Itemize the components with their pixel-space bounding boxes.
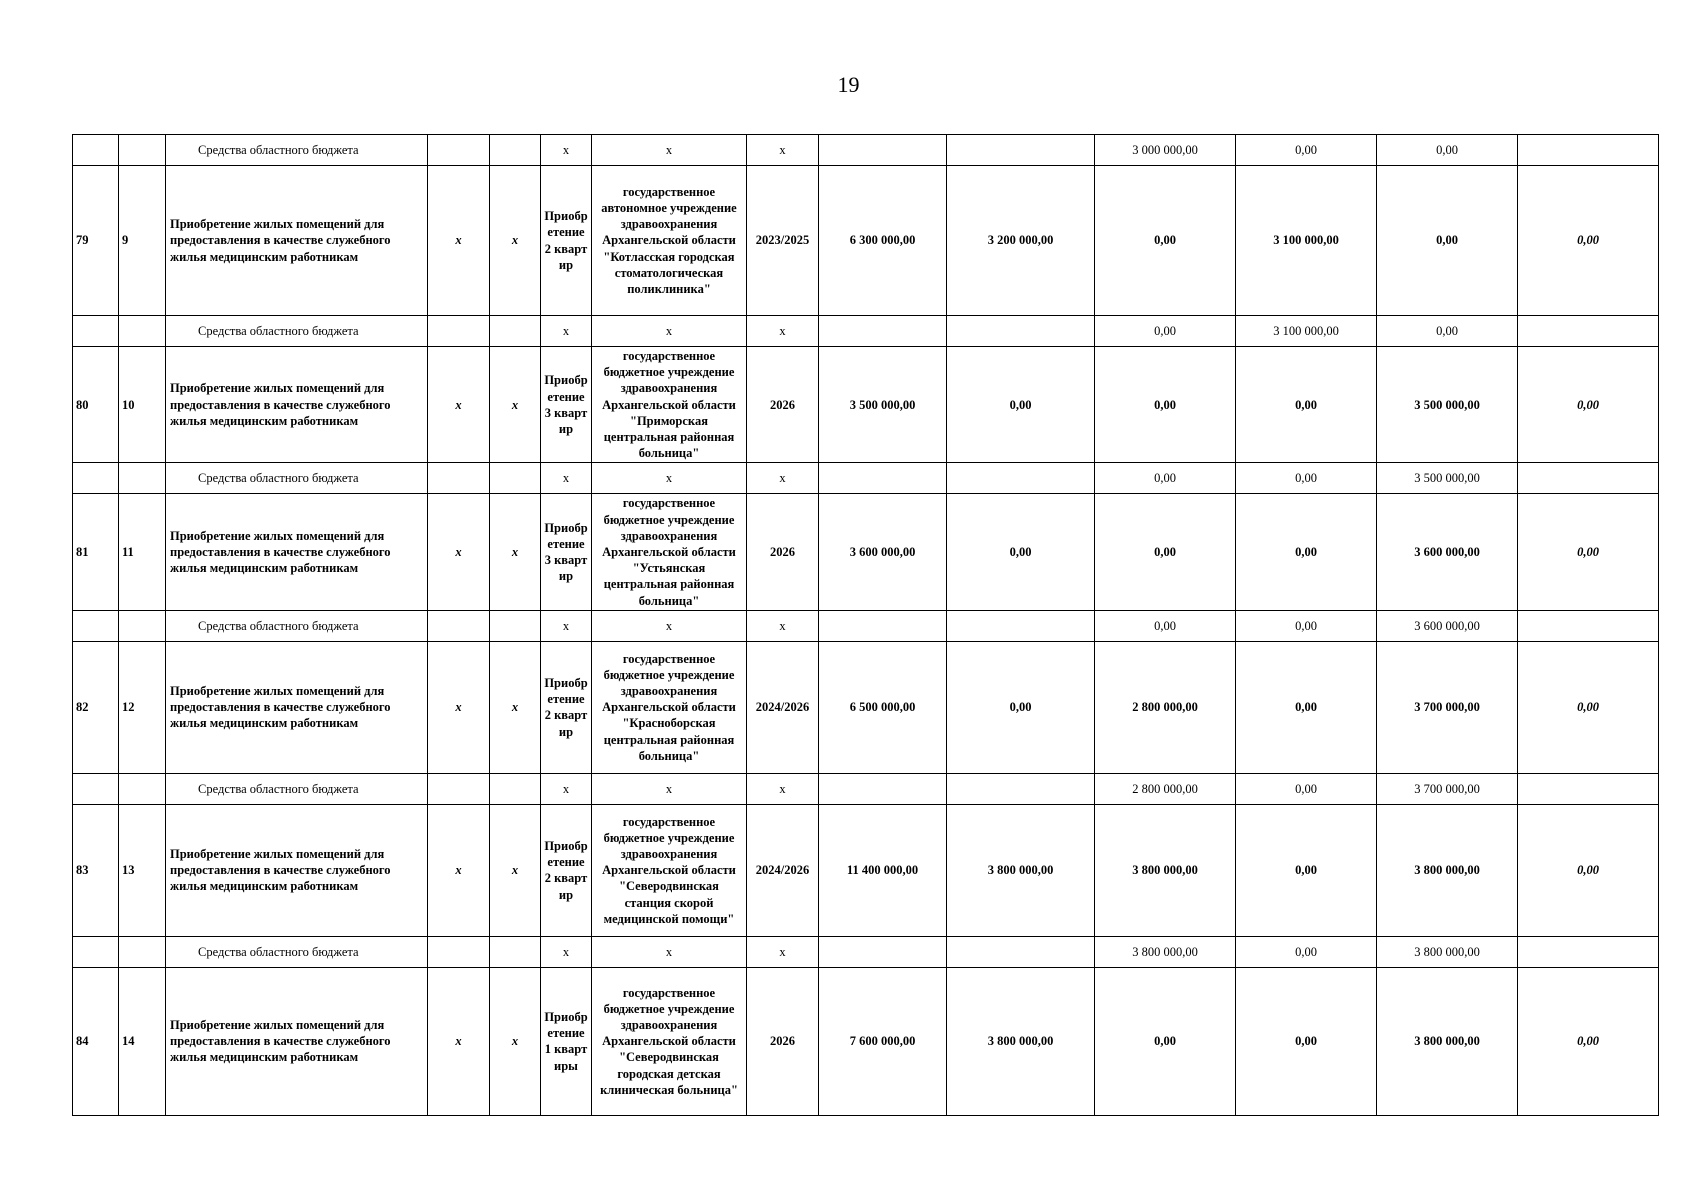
cell-number: 83 — [73, 804, 119, 936]
cell-object-name: Приобретение жилых помещений для предоставления в качестве служебного жилья медицинским работникам — [166, 166, 428, 316]
cell-x: х — [428, 494, 490, 610]
cell-sub-number — [119, 610, 166, 641]
cell-total — [819, 936, 947, 967]
cell-year-3: 0,00 — [1236, 347, 1377, 463]
cell-funding-source: Средства областного бюджета — [166, 773, 428, 804]
cell-sub-number: 12 — [119, 641, 166, 773]
cell-x: х — [490, 494, 541, 610]
cell-x: х — [541, 936, 592, 967]
cell-x: х — [490, 641, 541, 773]
cell-year-1: 3 200 000,00 — [947, 166, 1095, 316]
cell-year-5: 0,00 — [1518, 641, 1659, 773]
cell-method: Приобретение 2 квартир — [541, 804, 592, 936]
cell-funding-source: Средства областного бюджета — [166, 463, 428, 494]
cell-recipient: государственное автономное учреждение здравоохранения Архангельской области "Котласская городская стоматологическая поликлиника" — [592, 166, 747, 316]
cell-method: Приобретение 1 квартиры — [541, 967, 592, 1115]
cell-year-4: 0,00 — [1377, 135, 1518, 166]
cell-object-name: Приобретение жилых помещений для предоставления в качестве служебного жилья медицинским работникам — [166, 967, 428, 1115]
table-row — [73, 641, 1659, 773]
table-row-budget-source — [73, 316, 1659, 347]
cell-year-2: 0,00 — [1095, 347, 1236, 463]
cell-x: х — [541, 316, 592, 347]
cell-years: 2024/2026 — [747, 804, 819, 936]
cell-x: х — [428, 967, 490, 1115]
cell-year-3: 0,00 — [1236, 773, 1377, 804]
cell-year-2: 0,00 — [1095, 967, 1236, 1115]
cell-year-5 — [1518, 936, 1659, 967]
cell-sub-number — [119, 463, 166, 494]
cell-funding-source: Средства областного бюджета — [166, 135, 428, 166]
cell-year-2: 0,00 — [1095, 463, 1236, 494]
cell-year-5 — [1518, 463, 1659, 494]
cell-method: Приобретение 3 квартир — [541, 347, 592, 463]
cell-total — [819, 773, 947, 804]
cell-years: 2026 — [747, 967, 819, 1115]
cell-empty — [428, 316, 490, 347]
cell-year-3: 0,00 — [1236, 936, 1377, 967]
table-row — [73, 347, 1659, 463]
cell-recipient: государственное бюджетное учреждение здравоохранения Архангельской области "Северодвинская станция скорой медицинской помощи" — [592, 804, 747, 936]
cell-year-5 — [1518, 773, 1659, 804]
cell-total: 6 300 000,00 — [819, 166, 947, 316]
cell-x: х — [747, 135, 819, 166]
table-body — [73, 135, 1659, 1116]
cell-number: 81 — [73, 494, 119, 610]
cell-year-5 — [1518, 135, 1659, 166]
cell-empty — [490, 135, 541, 166]
cell-year-4: 3 500 000,00 — [1377, 347, 1518, 463]
cell-year-4: 3 500 000,00 — [1377, 463, 1518, 494]
table-row — [73, 804, 1659, 936]
cell-empty — [428, 135, 490, 166]
cell-year-1: 3 800 000,00 — [947, 804, 1095, 936]
cell-total — [819, 610, 947, 641]
cell-object-name: Приобретение жилых помещений для предоставления в качестве служебного жилья медицинским работникам — [166, 347, 428, 463]
cell-year-1 — [947, 135, 1095, 166]
cell-year-3: 0,00 — [1236, 804, 1377, 936]
cell-x: х — [747, 316, 819, 347]
cell-year-1: 0,00 — [947, 641, 1095, 773]
cell-year-1 — [947, 316, 1095, 347]
cell-year-5: 0,00 — [1518, 347, 1659, 463]
cell-object-name: Приобретение жилых помещений для предоставления в качестве служебного жилья медицинским работникам — [166, 494, 428, 610]
cell-total: 11 400 000,00 — [819, 804, 947, 936]
cell-sub-number: 10 — [119, 347, 166, 463]
cell-year-3: 0,00 — [1236, 463, 1377, 494]
cell-x: х — [490, 967, 541, 1115]
cell-sub-number — [119, 316, 166, 347]
cell-year-2: 0,00 — [1095, 166, 1236, 316]
cell-total — [819, 135, 947, 166]
cell-year-4: 3 600 000,00 — [1377, 494, 1518, 610]
cell-year-2: 2 800 000,00 — [1095, 773, 1236, 804]
cell-year-5: 0,00 — [1518, 804, 1659, 936]
cell-total: 7 600 000,00 — [819, 967, 947, 1115]
cell-x: х — [747, 463, 819, 494]
cell-x: х — [541, 773, 592, 804]
cell-year-4: 3 700 000,00 — [1377, 773, 1518, 804]
cell-year-3: 0,00 — [1236, 610, 1377, 641]
cell-recipient: государственное бюджетное учреждение здравоохранения Архангельской области "Устьянская центральная районная больница" — [592, 494, 747, 610]
cell-year-3: 0,00 — [1236, 967, 1377, 1115]
cell-sub-number: 13 — [119, 804, 166, 936]
cell-year-2: 3 000 000,00 — [1095, 135, 1236, 166]
cell-year-3: 0,00 — [1236, 641, 1377, 773]
cell-x: х — [428, 641, 490, 773]
cell-number — [73, 610, 119, 641]
cell-empty — [428, 773, 490, 804]
cell-years: 2023/2025 — [747, 166, 819, 316]
cell-year-1: 0,00 — [947, 494, 1095, 610]
budget-table — [72, 134, 1659, 1116]
cell-years: 2024/2026 — [747, 641, 819, 773]
cell-year-1 — [947, 463, 1095, 494]
cell-year-1 — [947, 936, 1095, 967]
cell-funding-source: Средства областного бюджета — [166, 610, 428, 641]
cell-year-2: 3 800 000,00 — [1095, 936, 1236, 967]
cell-year-3: 3 100 000,00 — [1236, 316, 1377, 347]
cell-total: 6 500 000,00 — [819, 641, 947, 773]
cell-number: 79 — [73, 166, 119, 316]
cell-total — [819, 463, 947, 494]
cell-method: Приобретение 2 квартир — [541, 641, 592, 773]
cell-empty — [490, 773, 541, 804]
cell-year-5 — [1518, 610, 1659, 641]
cell-total — [819, 316, 947, 347]
cell-x: х — [592, 610, 747, 641]
cell-x: х — [490, 804, 541, 936]
table-row-budget-source — [73, 610, 1659, 641]
cell-x: х — [541, 135, 592, 166]
cell-x: х — [592, 135, 747, 166]
cell-sub-number — [119, 135, 166, 166]
cell-object-name: Приобретение жилых помещений для предоставления в качестве служебного жилья медицинским работникам — [166, 641, 428, 773]
cell-empty — [428, 610, 490, 641]
cell-x: х — [592, 773, 747, 804]
cell-year-3: 0,00 — [1236, 135, 1377, 166]
cell-number — [73, 463, 119, 494]
cell-year-3: 3 100 000,00 — [1236, 166, 1377, 316]
cell-x: х — [592, 936, 747, 967]
cell-sub-number — [119, 773, 166, 804]
cell-sub-number: 14 — [119, 967, 166, 1115]
cell-year-4: 3 800 000,00 — [1377, 936, 1518, 967]
cell-empty — [428, 463, 490, 494]
table-row — [73, 166, 1659, 316]
table-row-budget-source — [73, 936, 1659, 967]
cell-years: 2026 — [747, 347, 819, 463]
cell-sub-number: 9 — [119, 166, 166, 316]
cell-number: 80 — [73, 347, 119, 463]
cell-year-4: 0,00 — [1377, 316, 1518, 347]
cell-year-2: 2 800 000,00 — [1095, 641, 1236, 773]
cell-x: х — [428, 166, 490, 316]
cell-sub-number — [119, 936, 166, 967]
cell-year-5 — [1518, 316, 1659, 347]
cell-year-3: 0,00 — [1236, 494, 1377, 610]
cell-number — [73, 316, 119, 347]
cell-year-1 — [947, 773, 1095, 804]
cell-year-4: 3 600 000,00 — [1377, 610, 1518, 641]
cell-total: 3 600 000,00 — [819, 494, 947, 610]
cell-funding-source: Средства областного бюджета — [166, 936, 428, 967]
cell-x: х — [592, 463, 747, 494]
cell-year-5: 0,00 — [1518, 494, 1659, 610]
cell-x: х — [747, 773, 819, 804]
page-number: 19 — [837, 72, 860, 97]
table-row — [73, 494, 1659, 610]
cell-year-5: 0,00 — [1518, 967, 1659, 1115]
cell-number — [73, 936, 119, 967]
cell-x: х — [541, 610, 592, 641]
cell-year-4: 3 800 000,00 — [1377, 804, 1518, 936]
cell-year-1: 0,00 — [947, 347, 1095, 463]
cell-recipient: государственное бюджетное учреждение здравоохранения Архангельской области "Северодвинская городская детская клиническая больница" — [592, 967, 747, 1115]
cell-year-5: 0,00 — [1518, 166, 1659, 316]
cell-year-2: 0,00 — [1095, 494, 1236, 610]
cell-year-4: 3 800 000,00 — [1377, 967, 1518, 1115]
cell-number: 82 — [73, 641, 119, 773]
cell-method: Приобретение 3 квартир — [541, 494, 592, 610]
cell-empty — [490, 316, 541, 347]
cell-empty — [490, 463, 541, 494]
cell-x: х — [428, 804, 490, 936]
cell-x: х — [490, 166, 541, 316]
cell-sub-number: 11 — [119, 494, 166, 610]
cell-year-4: 0,00 — [1377, 166, 1518, 316]
cell-years: 2026 — [747, 494, 819, 610]
cell-recipient: государственное бюджетное учреждение здравоохранения Архангельской области "Красноборская центральная районная больница" — [592, 641, 747, 773]
cell-number: 84 — [73, 967, 119, 1115]
table-row-budget-source — [73, 463, 1659, 494]
cell-x: х — [490, 347, 541, 463]
cell-year-1 — [947, 610, 1095, 641]
table-row — [73, 967, 1659, 1115]
cell-method: Приобретение 2 квартир — [541, 166, 592, 316]
cell-total: 3 500 000,00 — [819, 347, 947, 463]
cell-year-1: 3 800 000,00 — [947, 967, 1095, 1115]
cell-x: х — [428, 347, 490, 463]
table-row-budget-source — [73, 135, 1659, 166]
cell-year-2: 0,00 — [1095, 316, 1236, 347]
cell-x: х — [541, 463, 592, 494]
cell-empty — [490, 610, 541, 641]
table-row-budget-source — [73, 773, 1659, 804]
cell-year-2: 3 800 000,00 — [1095, 804, 1236, 936]
cell-number — [73, 773, 119, 804]
cell-x: х — [592, 316, 747, 347]
cell-empty — [428, 936, 490, 967]
cell-empty — [490, 936, 541, 967]
cell-funding-source: Средства областного бюджета — [166, 316, 428, 347]
cell-year-2: 0,00 — [1095, 610, 1236, 641]
cell-x: х — [747, 610, 819, 641]
cell-number — [73, 135, 119, 166]
cell-object-name: Приобретение жилых помещений для предоставления в качестве служебного жилья медицинским работникам — [166, 804, 428, 936]
cell-year-4: 3 700 000,00 — [1377, 641, 1518, 773]
cell-x: х — [747, 936, 819, 967]
cell-recipient: государственное бюджетное учреждение здравоохранения Архангельской области "Приморская центральная районная больница" — [592, 347, 747, 463]
